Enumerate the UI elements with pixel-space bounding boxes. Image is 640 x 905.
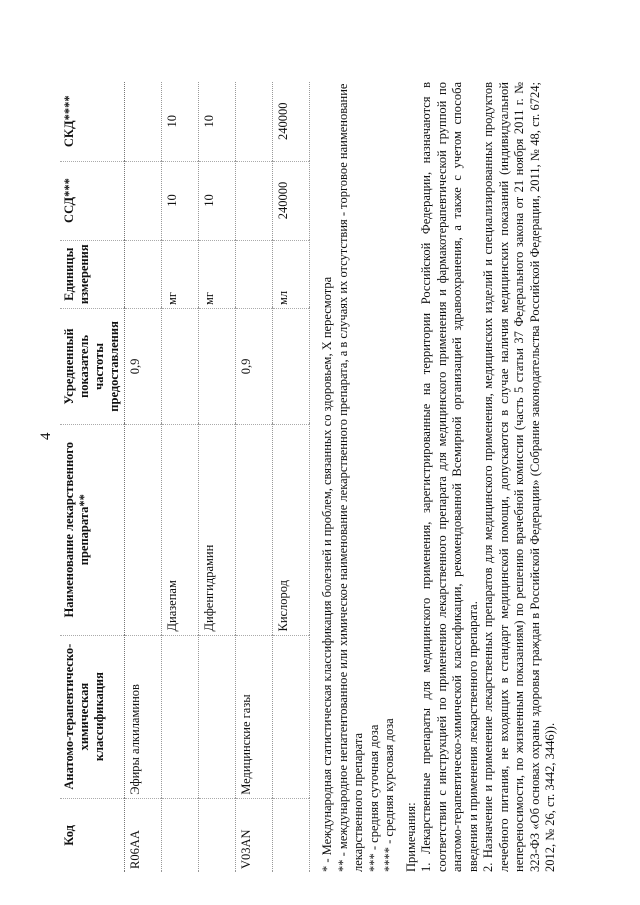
cell-drug xyxy=(236,424,273,635)
cell-atc: Эфиры алкиламинов xyxy=(125,635,162,798)
cell-drug: Кислород xyxy=(273,424,310,635)
table-row xyxy=(125,82,162,872)
footnote: *** - средняя суточная доза xyxy=(366,724,381,872)
cell-code: R06AA xyxy=(125,798,162,872)
cell-atc xyxy=(273,635,310,798)
cell-ssd: 10 xyxy=(162,161,199,240)
header-skd: СКД**** xyxy=(60,82,125,161)
footnote: ** - международное непатентованное или химическое наименование лекарственного препарата, а в случаях их отсутствия - торговое наименование лекарственного препарата xyxy=(335,83,365,872)
cell-frequency: 0,9 xyxy=(125,309,162,425)
table-header-row xyxy=(60,82,125,872)
header-code: Код xyxy=(60,798,125,872)
header-drug: Наименование лекарственного препарата** xyxy=(60,424,125,635)
cell-skd xyxy=(236,82,273,161)
cell-skd: 10 xyxy=(199,82,236,161)
rotated-page-content xyxy=(60,72,557,872)
cell-frequency: 0,9 xyxy=(236,309,273,425)
cell-unit xyxy=(236,240,273,308)
cell-code xyxy=(162,798,199,872)
cell-unit: мг xyxy=(162,240,199,308)
table-row xyxy=(162,82,199,872)
cell-unit xyxy=(125,240,162,308)
remarks-title: Примечания: xyxy=(403,802,418,872)
page-number: 4 xyxy=(38,432,54,440)
cell-code xyxy=(199,798,236,872)
header-ssd: ССД*** xyxy=(60,161,125,240)
cell-ssd xyxy=(125,161,162,240)
remarks xyxy=(404,82,559,872)
cell-skd xyxy=(125,82,162,161)
cell-unit: мл xyxy=(273,240,310,308)
cell-skd: 10 xyxy=(162,82,199,161)
cell-atc xyxy=(199,635,236,798)
cell-ssd xyxy=(236,161,273,240)
table-row xyxy=(236,82,273,872)
cell-code: V03AN xyxy=(236,798,273,872)
cell-atc xyxy=(162,635,199,798)
header-frequency: Усредненный показатель частоты предоставления xyxy=(60,309,125,425)
table-row xyxy=(273,82,310,872)
drugs-table xyxy=(60,82,310,872)
cell-ssd: 10 xyxy=(199,161,236,240)
remark-item: 1. Лекарственные препараты для медицинского применения, зарегистрированные на территории Российской Федерации, назначаются в соответствии с инструкцией по применению лекарственного препарата для медицинского применения и фармакотерапевтической группой по анатомо-терапевтическо-химической классификации, рекомендованной Всемирной организацией здравоохранения, а также с учетом способа введения и применения лекарственного препарата. xyxy=(419,82,480,872)
footnote: * - Международная статистическая классификация болезней и проблем, связанных со здоровьем, X пересмотра xyxy=(320,276,334,872)
cell-frequency xyxy=(273,309,310,425)
cell-unit: мг xyxy=(199,240,236,308)
cell-drug xyxy=(125,424,162,635)
cell-skd: 240000 xyxy=(273,82,310,161)
remark-item: 2. Назначение и применение лекарственных препаратов для медицинского применения, медицинских изделий и специализированных продуктов лечебного питания, не входящих в стандарт медицинской помощи, допускаются в случае наличия медицинских показаний (индивидуальной непереносимости, по жизненным показаниям) по решению врачебной комиссии (часть 5 статьи 37 Федерального закона от 21 ноября 2011 г. № 323-ФЗ «Об основах охраны здоровья граждан в Российской Федерации» (Собрание законодательства Российской Федерации, 2011, № 48, ст. 6724; 2012, № 26, ст. 3442, 3446)). xyxy=(481,82,557,872)
cell-frequency xyxy=(199,309,236,425)
header-atc: Анатомо-терапевтическо-химическая классификация xyxy=(60,635,125,798)
table-row xyxy=(199,82,236,872)
cell-frequency xyxy=(162,309,199,425)
footnotes xyxy=(320,82,398,872)
cell-atc: Медицинские газы xyxy=(236,635,273,798)
footnote: **** - средняя курсовая доза xyxy=(382,718,396,872)
header-unit: Единицы измерения xyxy=(60,240,125,308)
cell-code xyxy=(273,798,310,872)
cell-drug: Диазепам xyxy=(162,424,199,635)
cell-drug: Дифенгидрамин xyxy=(199,424,236,635)
cell-ssd: 240000 xyxy=(273,161,310,240)
